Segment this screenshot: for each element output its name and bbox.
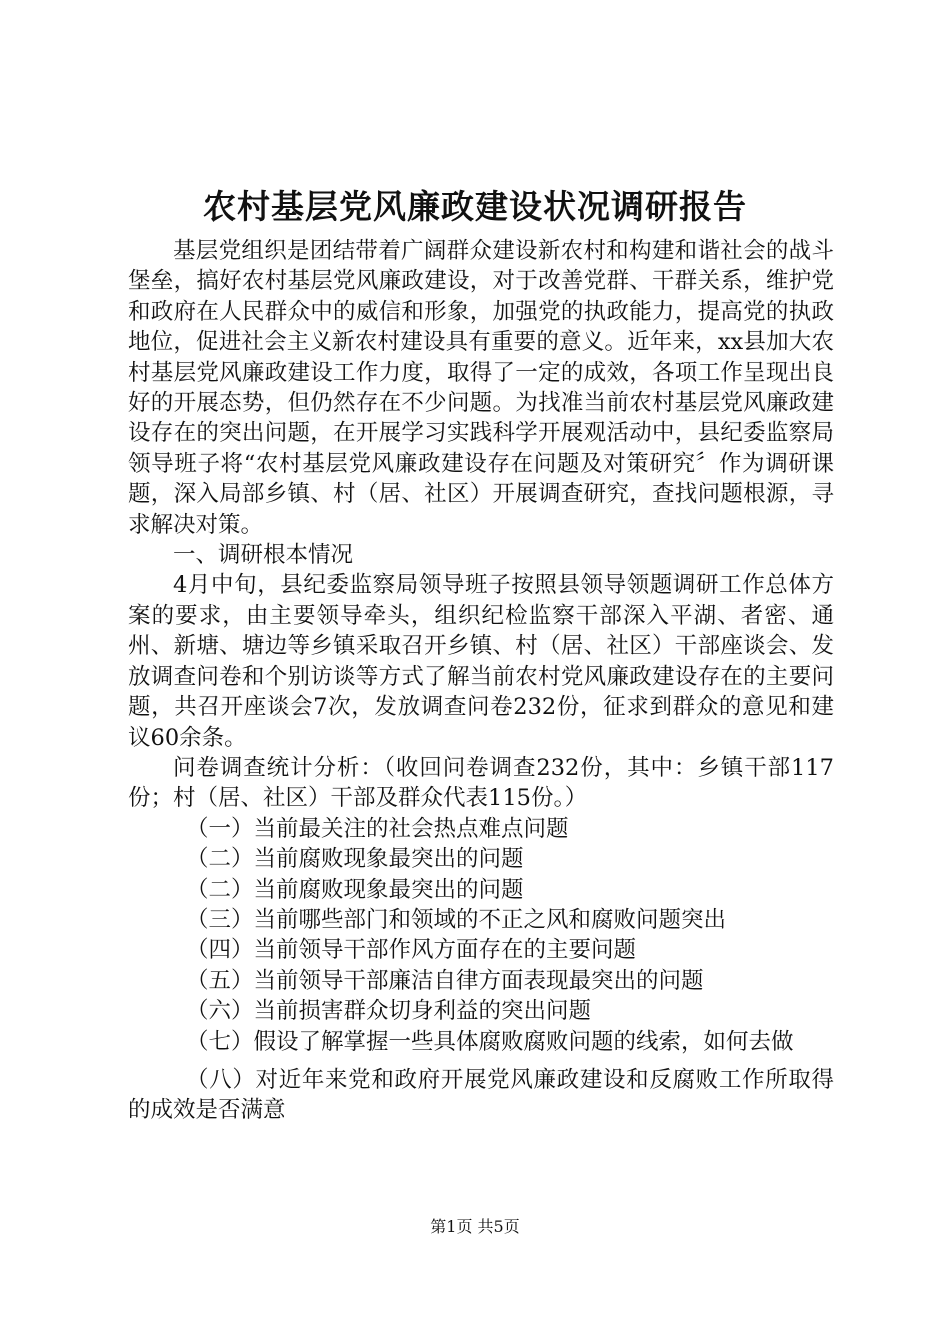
survey-item-2-duplicate: （二）当前腐败现象最突出的问题 bbox=[186, 876, 524, 903]
survey-item-5: （五）当前领导干部廉洁自律方面表现最突出的问题 bbox=[186, 967, 704, 994]
survey-item-7: （七）假设了解掌握一些具体腐败腐败问题的线索，如何去做 bbox=[186, 1028, 794, 1055]
intro-paragraph: 基层党组织是团结带着广阔群众建设新农村和构建和谐社会的战斗堡垒，搞好农村基层党风廉政建设，对于改善党群、干群关系，维护党和政府在人民群众中的威信和形象，加强党的执政能力，提高党的执政地位，促进社会主义新农村建设具有重要的意义。近年来，xx县加大农村基层党风廉政建设工作力度，取得了一定的成效，各项工作呈现出良好的开展态势，但仍然存在不少问题。为找准当前农村基层党风廉政建设存在的突出问题，在开展学习实践科学开展观活动中，县纪委监察局领导班子将“农村基层党风廉政建设存在问题及对策研究〞作为调研课题，深入局部乡镇、村（居、社区）开展调查研究，查找问题根源，寻求解决对策。 bbox=[128, 238, 834, 538]
section-1-paragraph: 4月中旬，县纪委监察局领导班子按照县领导领题调研工作总体方案的要求，由主要领导牵头，组织纪检监察干部深入平湖、者密、通州、新塘、塘边等乡镇采取召开乡镇、村（居、社区）干部座谈会、发放调查问卷和个别访谈等方式了解当前农村党风廉政建设存在的主要问题，共召开座谈会7次，发放调查问卷232份，征求到群众的意见和建议60余条。 bbox=[128, 572, 834, 751]
survey-item-8: （八）对近年来党和政府开展党风廉政建设和反腐败工作所取得的成效是否满意 bbox=[128, 1066, 834, 1124]
document-body bbox=[128, 236, 834, 1126]
survey-paragraph: 问卷调查统计分析：（收回问卷调查232份，其中：乡镇干部117份；村（居、社区）干部及群众代表115份。） bbox=[128, 754, 834, 812]
survey-item-4: （四）当前领导干部作风方面存在的主要问题 bbox=[186, 937, 637, 964]
survey-item-6: （六）当前损害群众切身利益的突出问题 bbox=[186, 998, 592, 1025]
section-1-heading: 一、调研根本情况 bbox=[173, 542, 354, 569]
page-number-footer: 第1页 共5页 bbox=[430, 1217, 520, 1236]
document-title: 农村基层党风廉政建设状况调研报告 bbox=[203, 187, 747, 226]
survey-item-1: （一）当前最关注的社会热点难点问题 bbox=[186, 815, 569, 842]
survey-item-2: （二）当前腐败现象最突出的问题 bbox=[186, 846, 524, 873]
survey-item-3: （三）当前哪些部门和领域的不正之风和腐败问题突出 bbox=[186, 906, 727, 933]
